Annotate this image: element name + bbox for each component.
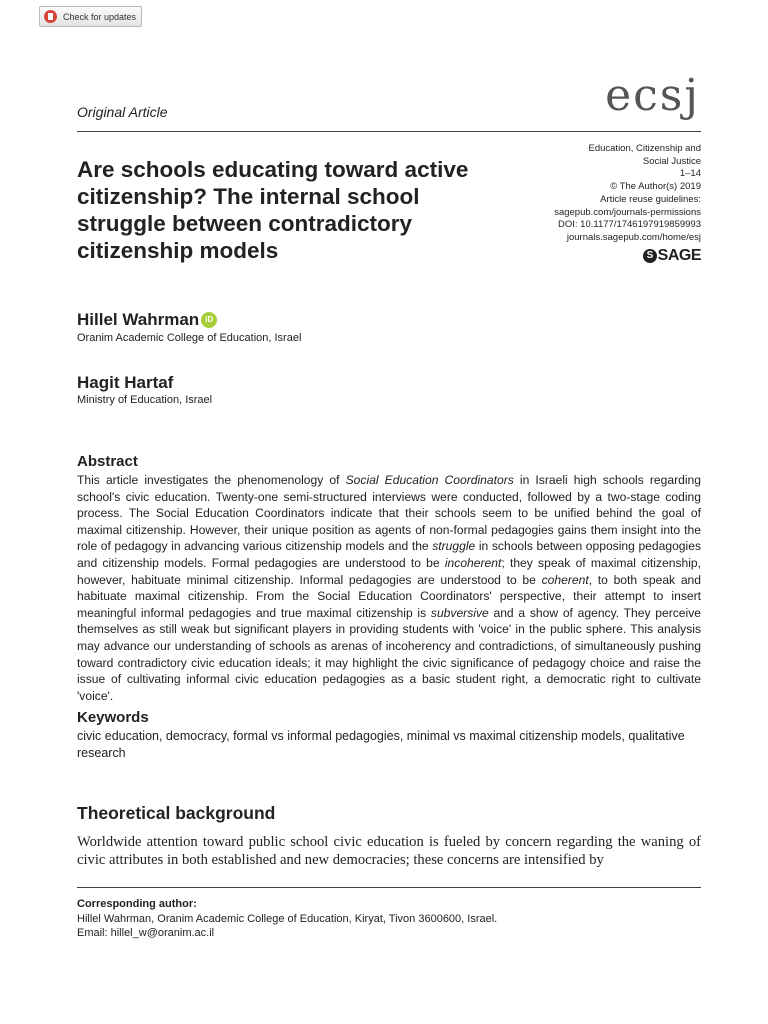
- abstract-heading: Abstract: [77, 453, 138, 470]
- meta-reuse-label: Article reuse guidelines:: [600, 193, 701, 205]
- abstract-seg: in schools between opposing pedagogies and citizenship models. Formal pedagogies are understood to be: [77, 539, 701, 570]
- article-title: Are schools educating toward active citizenship? The internal school struggle between contradictory citizenship models: [77, 157, 469, 263]
- abstract-seg: in Israeli high schools regarding school's civic education. Twenty-one semi-structured interviews were conducted, followed by a two-stage coding process. The Social Education Coordinators indicate that their schools seem to be unified behind the goal of maximal citizenship. However, their unique position as agents of non-formal pedagogies gains them insight into the role of pedagogy in advancing various citizenship models and the: [77, 473, 701, 554]
- corresponding-author-email[interactable]: Email: hillel_w@oranim.ac.il: [77, 927, 215, 939]
- article-type: Original Article: [77, 104, 168, 120]
- check-for-updates-label: Check for updates: [63, 11, 137, 22]
- abstract-emph: subversive: [430, 605, 489, 620]
- keywords-text: civic education, democracy, formal vs informal pedagogies, minimal vs maximal citizenship models, qualitative research: [77, 729, 685, 760]
- sage-s-icon: S: [643, 249, 657, 263]
- author-1-name: Hillel Wahrman: [77, 310, 200, 329]
- meta-copyright: © The Author(s) 2019: [610, 181, 701, 193]
- author-name: [77, 373, 173, 393]
- abstract-emph: struggle: [432, 539, 476, 554]
- meta-pages: 1–14: [679, 168, 701, 180]
- abstract-text: [77, 472, 701, 704]
- author-2-name: Hagit Hartaf: [77, 373, 174, 392]
- section-heading: Theoretical background: [77, 803, 276, 823]
- journal-logo: ecsj: [605, 70, 700, 121]
- meta-doi[interactable]: DOI: 10.1177/1746197919859993: [558, 219, 701, 231]
- author-name: [77, 310, 217, 330]
- orcid-icon[interactable]: iD: [201, 312, 217, 328]
- footnote-divider: [77, 887, 701, 888]
- corresponding-author-address: Hillel Wahrman, Oranim Academic College of Education, Kiryat, Tivon 3600600, Israel.: [77, 913, 498, 925]
- meta-journal-link[interactable]: journals.sagepub.com/home/esj: [566, 231, 701, 243]
- check-for-updates-button[interactable]: [39, 6, 142, 27]
- meta-permissions-link[interactable]: sagepub.com/journals-permissions: [554, 206, 701, 218]
- abstract-emph: incoherent: [444, 555, 502, 570]
- meta-journal-name-2: Social Justice: [642, 155, 701, 167]
- header-divider: [77, 131, 701, 132]
- corresponding-author-label: Corresponding author:: [77, 898, 197, 910]
- bookmark-icon: [44, 10, 57, 23]
- publisher-name: SAGE: [657, 247, 701, 264]
- abstract-seg: ; they speak of maximal citizenship, however, habituate minimal citizenship. Informal pedagogies are understood to be: [77, 555, 701, 587]
- author-1-affiliation: Oranim Academic College of Education, Israel: [77, 332, 302, 344]
- abstract-emph: coherent: [541, 572, 589, 587]
- abstract-emph: Social Education Coordinators: [345, 473, 514, 487]
- abstract-seg: and a show of agency. They perceive themselves as still weak but significant players in providing students with 'voice' in the public sphere. This analysis may advance our understanding of schools as arenas of incoherency and contradictions, of simultaneously pushing toward contradictory civic education ideals; it may highlight the civic significance of pedagogy choice and raise the issue of cultivating informal civic education pedagogies as a basic student right, a democratic right to cultivate 'voice'.: [77, 605, 701, 703]
- keywords-heading: Keywords: [77, 709, 149, 726]
- publisher-logo: [643, 247, 701, 265]
- journal-meta: [501, 143, 701, 245]
- body-paragraph: Worldwide attention toward public school civic education is fueled by concern regarding the waning of civic attributes in both established and new democracies; these concerns are intensified by: [77, 834, 701, 868]
- author-2-affiliation: Ministry of Education, Israel: [77, 394, 213, 406]
- meta-journal-name-1: Education, Citizenship and: [588, 143, 701, 154]
- abstract-seg: , to both speak and habituate maximal citizenship. From the Social Education Coordinators' perspective, their attempt to insert meaningful informal pedagogies and true maximal citizenship is: [77, 572, 701, 620]
- abstract-seg: This article investigates the phenomenology of: [77, 473, 346, 487]
